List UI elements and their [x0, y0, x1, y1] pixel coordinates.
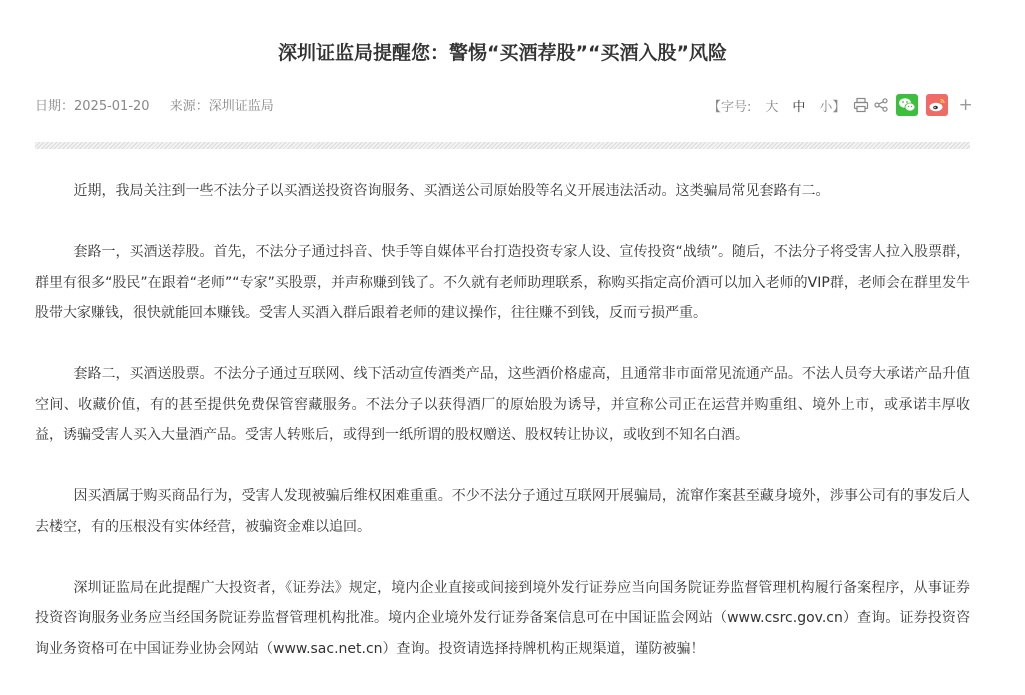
- plus-icon[interactable]: +: [958, 95, 973, 115]
- font-size-label: 【字号:: [708, 99, 752, 115]
- wechat-icon[interactable]: [896, 94, 918, 116]
- article-toolbar: [708, 92, 973, 118]
- paragraph: 深圳证监局在此提醒广大投资者，《证券法》规定，境内企业直接或间接到境外发行证券应当向国务院证券监督管理机构履行备案程序，从事证券投资咨询服务业务应当经国务院证券监督管理机构批准。境内企业境外发行证券备案信息可在中国证监会网站（www.csrc.gov.cn）查询。证券投资咨询业务资格可在中国证券业协会网站（www.sac.net.cn）查询。投资请选择持牌机构正规渠道，谨防被骗！: [35, 579, 970, 657]
- article-meta: [35, 95, 290, 114]
- share-icon[interactable]: [874, 98, 888, 112]
- font-size-large-button[interactable]: 大: [765, 99, 779, 115]
- weibo-icon[interactable]: [926, 94, 948, 116]
- paragraph: 套路二，买酒送股票。不法分子通过互联网、线下活动宣传酒类产品，这些酒价格虚高，且通常非市面常见流通产品。不法人员夸大承诺产品升值空间、收藏价值，有的甚至提供免费保管窖藏服务。不法分子以获得酒厂的原始股为诱导，并宣称公司正在运营并购重组、境外上市，或承诺丰厚收益，诱骗受害人买入大量酒产品。受害人转账后，或得到一纸所谓的股权赠送、股权转让协议，或收到不知名白酒。: [35, 366, 970, 443]
- font-size-small-button[interactable]: 小】: [819, 99, 846, 115]
- paragraph: 近期，我局关注到一些不法分子以买酒送投资咨询服务、买酒送公司原始股等名义开展违法活动。这类骗局常见套路有二。: [73, 183, 830, 199]
- print-icon[interactable]: [853, 97, 869, 113]
- paragraph: 因买酒属于购买商品行为，受害人发现被骗后维权困难重重。不少不法分子通过互联网开展骗局，流窜作案甚至藏身境外，涉事公司有的事发后人去楼空，有的压根没有实体经营，被骗资金难以追回。: [35, 488, 970, 535]
- paragraph: 套路一，买酒送荐股。首先，不法分子通过抖音、快手等自媒体平台打造投资专家人设、宣传投资“战绩”。随后，不法分子将受害人拉入股票群，群里有很多“股民”在跟着“老师”“专家”买股票，并声称赚到钱了。不久就有老师助理联系，称购买指定高价酒可以加入老师的VIP群，老师会在群里发牛股带大家赚钱，很快就能回本赚钱。受害人买酒入群后跟着老师的建议操作，往往赚不到钱，反而亏损严重。: [35, 244, 971, 321]
- publish-date: 日期：2025-01-20: [35, 99, 150, 114]
- article-body: [35, 176, 970, 695]
- article-source: 来源：深圳证监局: [169, 99, 274, 114]
- article-title: 深圳证监局提醒您：警惕“买酒荐股”“买酒入股”风险: [278, 42, 727, 64]
- title-divider: [35, 142, 970, 149]
- font-size-medium-button[interactable]: 中: [792, 99, 806, 115]
